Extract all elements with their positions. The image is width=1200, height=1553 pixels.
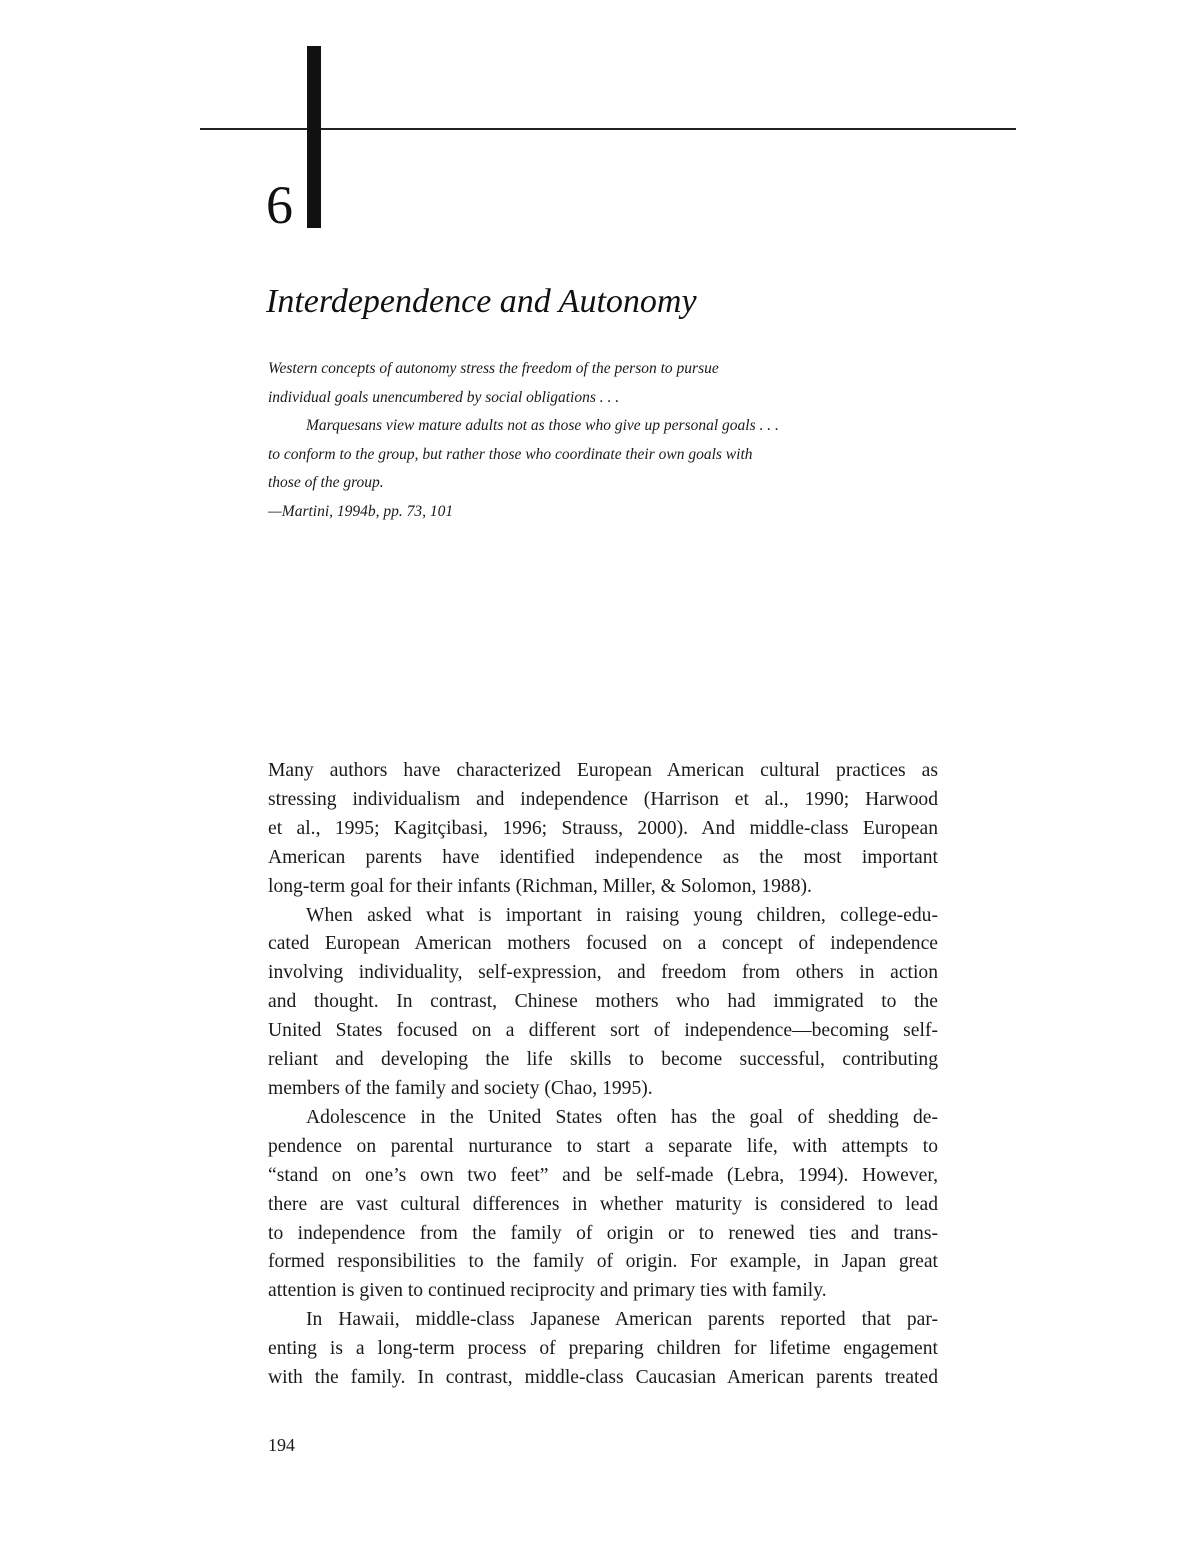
paragraph-line: American parents have identified independence as the most important [268, 846, 938, 868]
paragraph-line: attention is given to continued reciprocity and primary ties with family. [268, 1280, 827, 1302]
paragraph-line: When asked what is important in raising young children, college-edu- [306, 904, 938, 926]
paragraph-line: long-term goal for their infants (Richman, Miller, & Solomon, 1988). [268, 875, 812, 897]
paragraph-line: formed responsibilities to the family of origin. For example, in Japan great [268, 1251, 938, 1273]
paragraph-line: stressing individualism and independence (Harrison et al., 1990; Harwood [268, 788, 938, 810]
paragraph-line: and thought. In contrast, Chinese mothers who had immigrated to the [268, 991, 938, 1013]
paragraph [268, 902, 938, 1104]
body-text [268, 757, 938, 1393]
paragraph-line: with the family. In contrast, middle-class Caucasian American parents treated [268, 1367, 938, 1389]
paragraph-line: cated European American mothers focused on a concept of independence [268, 933, 938, 955]
epigraph-attribution: —Martini, 1994b, pp. 73, 101 [268, 502, 454, 520]
paragraph-line: reliant and developing the life skills to become successful, contributing [268, 1049, 938, 1071]
chapter-number: 6 [266, 175, 293, 235]
chapter-bar [307, 46, 321, 228]
paragraph [268, 1104, 938, 1306]
paragraph-line: et al., 1995; Kagitçibasi, 1996; Strauss, 2000). And middle-class European [268, 817, 938, 839]
paragraph-line: involving individuality, self-expression, and freedom from others in action [268, 962, 938, 984]
paragraph-line: “stand on one’s own two feet” and be self-made (Lebra, 1994). However, [268, 1164, 938, 1186]
epigraph-line: to conform to the group, but rather those who coordinate their own goals with [268, 445, 753, 463]
epigraph-line: Western concepts of autonomy stress the freedom of the person to pursue [268, 360, 719, 377]
paragraph-line: to independence from the family of origin or to renewed ties and trans- [268, 1222, 938, 1244]
page-number: 194 [268, 1435, 295, 1455]
chapter-title: Interdependence and Autonomy [266, 283, 697, 320]
epigraph-line: Marquesans view mature adults not as those who give up personal goals . . . [306, 417, 779, 434]
paragraph [268, 1306, 938, 1393]
paragraph-line: Adolescence in the United States often has the goal of shedding de- [306, 1106, 938, 1128]
epigraph [268, 355, 868, 526]
paragraph-line: In Hawaii, middle-class Japanese American parents reported that par- [306, 1309, 938, 1331]
paragraph-line: members of the family and society (Chao, 1995). [268, 1077, 653, 1099]
paragraph-line: there are vast cultural differences in whether maturity is considered to lead [268, 1193, 938, 1215]
paragraph-line: United States focused on a different sort of independence—becoming self- [268, 1020, 938, 1042]
epigraph-line: individual goals unencumbered by social obligations . . . [268, 388, 620, 406]
chapter-rule [200, 128, 1016, 130]
paragraph [268, 757, 938, 902]
paragraph-line: pendence on parental nurturance to start a separate life, with attempts to [268, 1135, 938, 1157]
paragraph-line: enting is a long-term process of preparing children for lifetime engagement [268, 1338, 938, 1360]
paragraph-line: Many authors have characterized European American cultural practices as [268, 760, 938, 781]
epigraph-line: those of the group. [268, 474, 384, 491]
